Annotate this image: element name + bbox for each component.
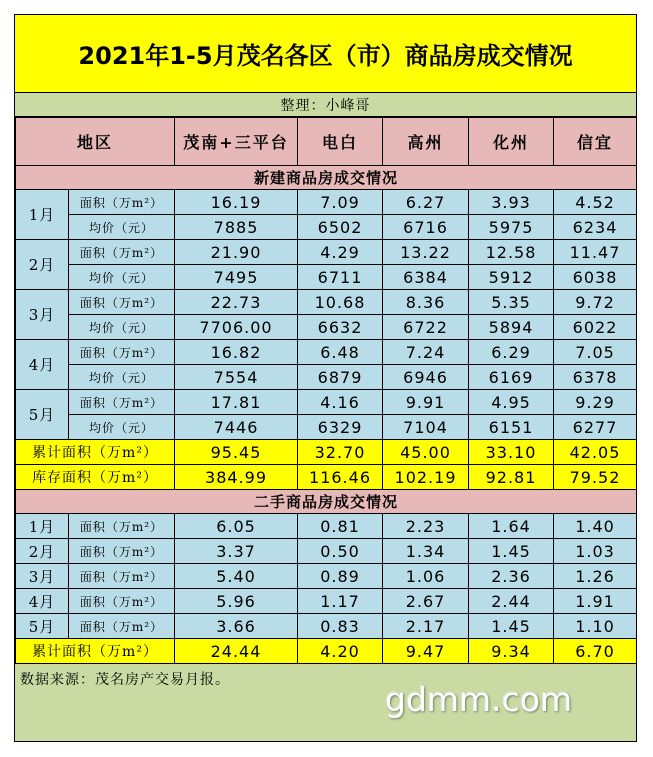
- price-value: 6022: [554, 315, 637, 340]
- metric-label: 面积（万m²）: [69, 240, 175, 265]
- area-value: 5.35: [469, 290, 554, 315]
- area-value: 4.29: [298, 240, 383, 265]
- inventory-value: 116.46: [298, 465, 383, 490]
- area-value: 0.83: [298, 614, 383, 639]
- month-label: 1月: [16, 190, 69, 240]
- area-value: 6.05: [175, 514, 298, 539]
- table-row: [16, 564, 637, 589]
- area-value: 10.68: [298, 290, 383, 315]
- cumulative-value: 32.70: [298, 440, 383, 465]
- month-label: 2月: [16, 539, 69, 564]
- price-value: 5894: [469, 315, 554, 340]
- price-value: 7554: [175, 365, 298, 390]
- area-value: 7.05: [554, 340, 637, 365]
- month-label: 5月: [16, 390, 69, 440]
- cumulative-value: 6.70: [554, 639, 637, 664]
- table-row: [16, 514, 637, 539]
- header-region: 地区: [16, 118, 175, 166]
- data-table: [15, 117, 637, 664]
- metric-label: 均价（元）: [69, 215, 175, 240]
- price-value: 7446: [175, 415, 298, 440]
- area-value: 12.58: [469, 240, 554, 265]
- price-value: 7104: [383, 415, 469, 440]
- cumulative-value: 95.45: [175, 440, 298, 465]
- table-row: [16, 290, 637, 315]
- metric-label: 面积（万m²）: [69, 514, 175, 539]
- price-value: 6716: [383, 215, 469, 240]
- area-value: 2.67: [383, 589, 469, 614]
- cumulative-value: 24.44: [175, 639, 298, 664]
- month-label: 5月: [16, 614, 69, 639]
- cumulative-value: 33.10: [469, 440, 554, 465]
- area-value: 2.36: [469, 564, 554, 589]
- area-value: 3.66: [175, 614, 298, 639]
- price-value: 7706.00: [175, 315, 298, 340]
- inventory-row: [16, 465, 637, 490]
- area-value: 5.40: [175, 564, 298, 589]
- month-label: 4月: [16, 340, 69, 390]
- price-value: 6722: [383, 315, 469, 340]
- price-value: 6169: [469, 365, 554, 390]
- metric-label: 面积（万m²）: [69, 190, 175, 215]
- price-value: 6277: [554, 415, 637, 440]
- area-value: 1.34: [383, 539, 469, 564]
- cumulative-value: 4.20: [298, 639, 383, 664]
- metric-label: 面积（万m²）: [69, 390, 175, 415]
- area-value: 1.03: [554, 539, 637, 564]
- area-value: 0.50: [298, 539, 383, 564]
- metric-label: 均价（元）: [69, 415, 175, 440]
- price-value: 6384: [383, 265, 469, 290]
- month-label: 3月: [16, 290, 69, 340]
- cumulative-row-second: [16, 639, 637, 664]
- price-value: 6038: [554, 265, 637, 290]
- section-row: [16, 166, 637, 190]
- data-source-note: 数据来源：茂名房产交易月报。: [20, 672, 230, 688]
- header-row: [16, 118, 637, 166]
- price-value: 5975: [469, 215, 554, 240]
- cumulative-value: 9.34: [469, 639, 554, 664]
- table-row: [16, 315, 637, 340]
- table-row: [16, 340, 637, 365]
- area-value: 1.64: [469, 514, 554, 539]
- area-value: 9.72: [554, 290, 637, 315]
- metric-label: 均价（元）: [69, 265, 175, 290]
- price-value: 6378: [554, 365, 637, 390]
- area-value: 13.22: [383, 240, 469, 265]
- area-value: 9.91: [383, 390, 469, 415]
- metric-label: 面积（万m²）: [69, 564, 175, 589]
- area-value: 1.91: [554, 589, 637, 614]
- cumulative-value: 45.00: [383, 440, 469, 465]
- area-value: 16.19: [175, 190, 298, 215]
- report-sheet: [14, 14, 637, 742]
- area-value: 2.17: [383, 614, 469, 639]
- area-value: 8.36: [383, 290, 469, 315]
- table-row: [16, 539, 637, 564]
- table-row: [16, 240, 637, 265]
- header-col: 信宜: [554, 118, 637, 166]
- cumulative-value: 9.47: [383, 639, 469, 664]
- report-title: 2021年1-5月茂名各区（市）商品房成交情况: [15, 15, 636, 93]
- price-value: 6946: [383, 365, 469, 390]
- price-value: 6151: [469, 415, 554, 440]
- section-row: [16, 490, 637, 514]
- watermark: gdmm.com: [385, 680, 573, 719]
- cumulative-value: 42.05: [554, 440, 637, 465]
- inventory-value: 384.99: [175, 465, 298, 490]
- header-col: 化州: [469, 118, 554, 166]
- area-value: 4.16: [298, 390, 383, 415]
- section-title-second: 二手商品房成交情况: [16, 490, 637, 514]
- header-col: 茂南+三平台: [175, 118, 298, 166]
- section-title-new: 新建商品房成交情况: [16, 166, 637, 190]
- area-value: 1.17: [298, 589, 383, 614]
- area-value: 16.82: [175, 340, 298, 365]
- area-value: 7.09: [298, 190, 383, 215]
- area-value: 5.96: [175, 589, 298, 614]
- inventory-value: 92.81: [469, 465, 554, 490]
- metric-label: 面积（万m²）: [69, 614, 175, 639]
- area-value: 1.40: [554, 514, 637, 539]
- metric-label: 面积（万m²）: [69, 589, 175, 614]
- area-value: 3.37: [175, 539, 298, 564]
- price-value: 6502: [298, 215, 383, 240]
- table-row: [16, 365, 637, 390]
- inventory-label: 库存面积（万m²）: [16, 465, 175, 490]
- area-value: 2.44: [469, 589, 554, 614]
- area-value: 6.29: [469, 340, 554, 365]
- month-label: 3月: [16, 564, 69, 589]
- price-value: 6711: [298, 265, 383, 290]
- area-value: 17.81: [175, 390, 298, 415]
- area-value: 0.81: [298, 514, 383, 539]
- area-value: 6.27: [383, 190, 469, 215]
- month-label: 1月: [16, 514, 69, 539]
- table-row: [16, 415, 637, 440]
- compiler-note: 整理：小峰哥: [15, 93, 636, 117]
- area-value: 9.29: [554, 390, 637, 415]
- table-row: [16, 614, 637, 639]
- price-value: 5912: [469, 265, 554, 290]
- area-value: 22.73: [175, 290, 298, 315]
- area-value: 4.95: [469, 390, 554, 415]
- price-value: 7885: [175, 215, 298, 240]
- price-value: 6329: [298, 415, 383, 440]
- inventory-value: 102.19: [383, 465, 469, 490]
- area-value: 4.52: [554, 190, 637, 215]
- area-value: 2.23: [383, 514, 469, 539]
- header-col: 高州: [383, 118, 469, 166]
- area-value: 1.26: [554, 564, 637, 589]
- metric-label: 面积（万m²）: [69, 290, 175, 315]
- table-row: [16, 215, 637, 240]
- cumulative-row-new: [16, 440, 637, 465]
- header-col: 电白: [298, 118, 383, 166]
- metric-label: 面积（万m²）: [69, 539, 175, 564]
- price-value: 6879: [298, 365, 383, 390]
- price-value: 7495: [175, 265, 298, 290]
- area-value: 7.24: [383, 340, 469, 365]
- area-value: 11.47: [554, 240, 637, 265]
- metric-label: 面积（万m²）: [69, 340, 175, 365]
- price-value: 6234: [554, 215, 637, 240]
- cumulative-label: 累计面积（万m²）: [16, 639, 175, 664]
- area-value: 1.45: [469, 539, 554, 564]
- inventory-value: 79.52: [554, 465, 637, 490]
- area-value: 21.90: [175, 240, 298, 265]
- month-label: 4月: [16, 589, 69, 614]
- table-row: [16, 265, 637, 290]
- area-value: 1.10: [554, 614, 637, 639]
- area-value: 3.93: [469, 190, 554, 215]
- metric-label: 均价（元）: [69, 315, 175, 340]
- area-value: 1.06: [383, 564, 469, 589]
- table-row: [16, 589, 637, 614]
- table-row: [16, 390, 637, 415]
- price-value: 6632: [298, 315, 383, 340]
- area-value: 1.45: [469, 614, 554, 639]
- area-value: 0.89: [298, 564, 383, 589]
- table-row: [16, 190, 637, 215]
- metric-label: 均价（元）: [69, 365, 175, 390]
- area-value: 6.48: [298, 340, 383, 365]
- month-label: 2月: [16, 240, 69, 290]
- cumulative-label: 累计面积（万m²）: [16, 440, 175, 465]
